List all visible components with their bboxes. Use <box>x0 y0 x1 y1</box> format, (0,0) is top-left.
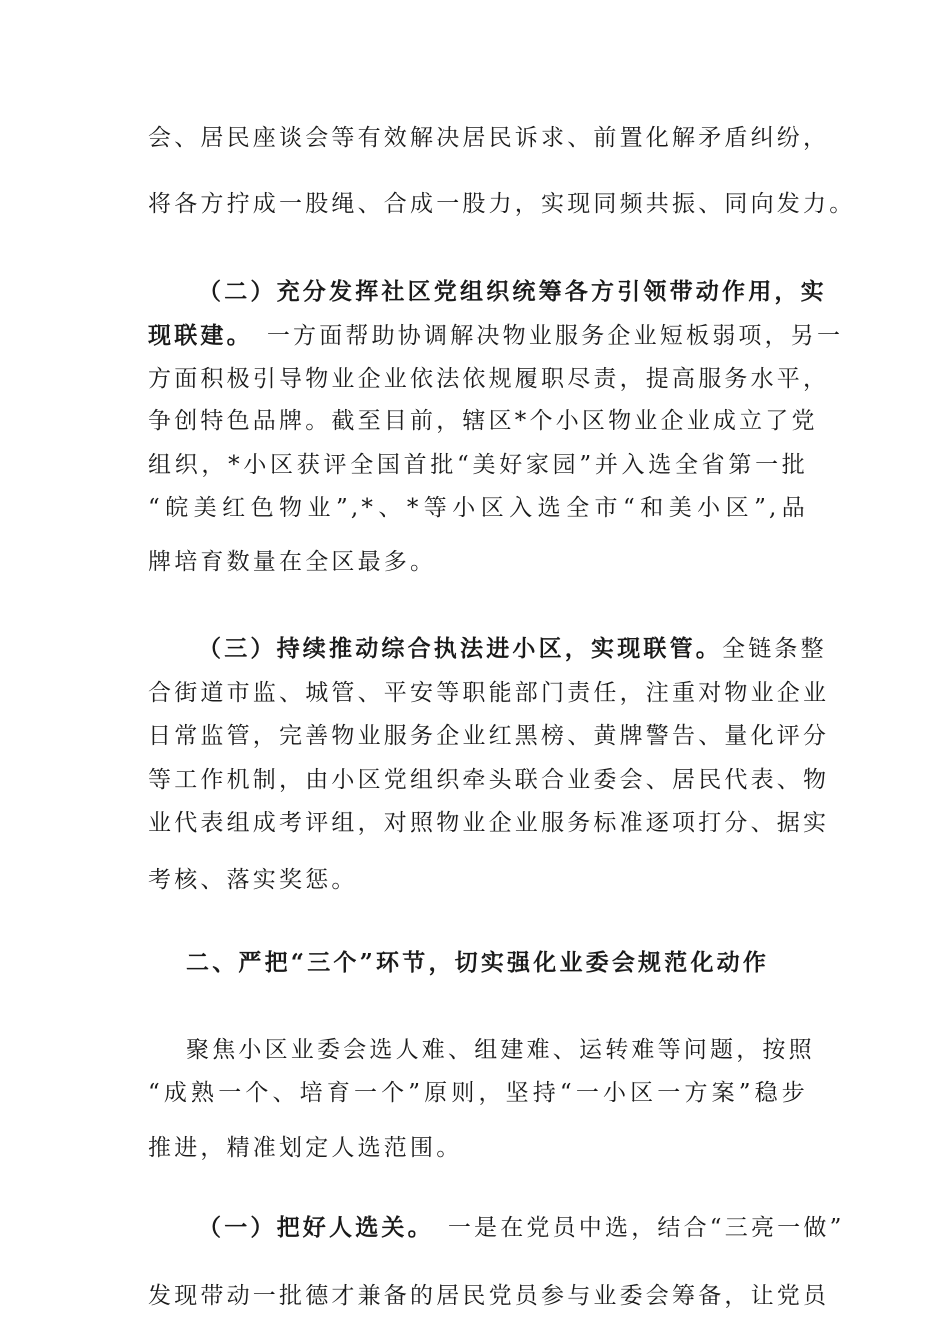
paragraph-line: 考核、落实奖惩。 <box>148 867 358 893</box>
paragraph-line <box>198 1213 845 1243</box>
bold-lead: （一）把好人选关。 <box>198 1214 434 1241</box>
paragraph-line: 日常监管，完善物业服务企业红黑榜、黄牌警告、量化评分 <box>148 723 830 749</box>
paragraph-line: 聚焦小区业委会选人难、组建难、运转难等问题，按照 <box>186 1037 815 1063</box>
paragraph-line: 争创特色品牌。截至目前，辖区*个小区物业企业成立了党 <box>148 408 818 434</box>
paragraph-line: 方面积极引导物业企业依法依规履职尽责，提高服务水平， <box>148 366 830 392</box>
paragraph-line: 合街道市监、城管、平安等职能部门责任，注重对物业企业 <box>148 680 830 706</box>
section-heading: 二、严把“三个”环节，切实强化业委会规范化动作 <box>186 949 770 976</box>
paragraph-line: “皖美红色物业”,*、*等小区入选全市“和美小区”,品 <box>148 495 808 521</box>
paragraph-line: 发现带动一批德才兼备的居民党员参与业委会筹备，让党员 <box>148 1283 830 1309</box>
paragraph-line: 将各方拧成一股绳、合成一股力，实现同频共振、同向发力。 <box>148 191 856 217</box>
line-text: 一是在党员中选，结合“三亮一做” <box>447 1215 845 1241</box>
line-text: 全链条整 <box>722 636 827 662</box>
bold-lead: （三）持续推动综合执法进小区，实现联管。 <box>198 635 722 662</box>
paragraph-line: “成熟一个、培育一个”原则，坚持“一小区一方案”稳步 <box>148 1080 808 1106</box>
bold-lead: 现联建。 <box>148 322 253 349</box>
paragraph-line: 推进，精准划定人选范围。 <box>148 1135 463 1161</box>
paragraph-line: 牌培育数量在全区最多。 <box>148 549 437 575</box>
paragraph-line: 会、居民座谈会等有效解决居民诉求、前置化解矛盾纠纷， <box>148 125 830 151</box>
paragraph-line <box>198 634 827 664</box>
paragraph-line <box>148 321 844 351</box>
section-heading-bold: （二）充分发挥社区党组织统筹各方引领带动作用，实 <box>198 278 827 305</box>
paragraph-line: 等工作机制，由小区党组织牵头联合业委会、居民代表、物 <box>148 767 830 793</box>
paragraph-line: 组织，*小区获评全国首批“美好家园”并入选全省第一批 <box>148 452 808 478</box>
paragraph-line: 业代表组成考评组，对照物业企业服务标准逐项打分、据实 <box>148 810 830 836</box>
line-text: 一方面帮助协调解决物业服务企业短板弱项，另一 <box>266 323 844 349</box>
